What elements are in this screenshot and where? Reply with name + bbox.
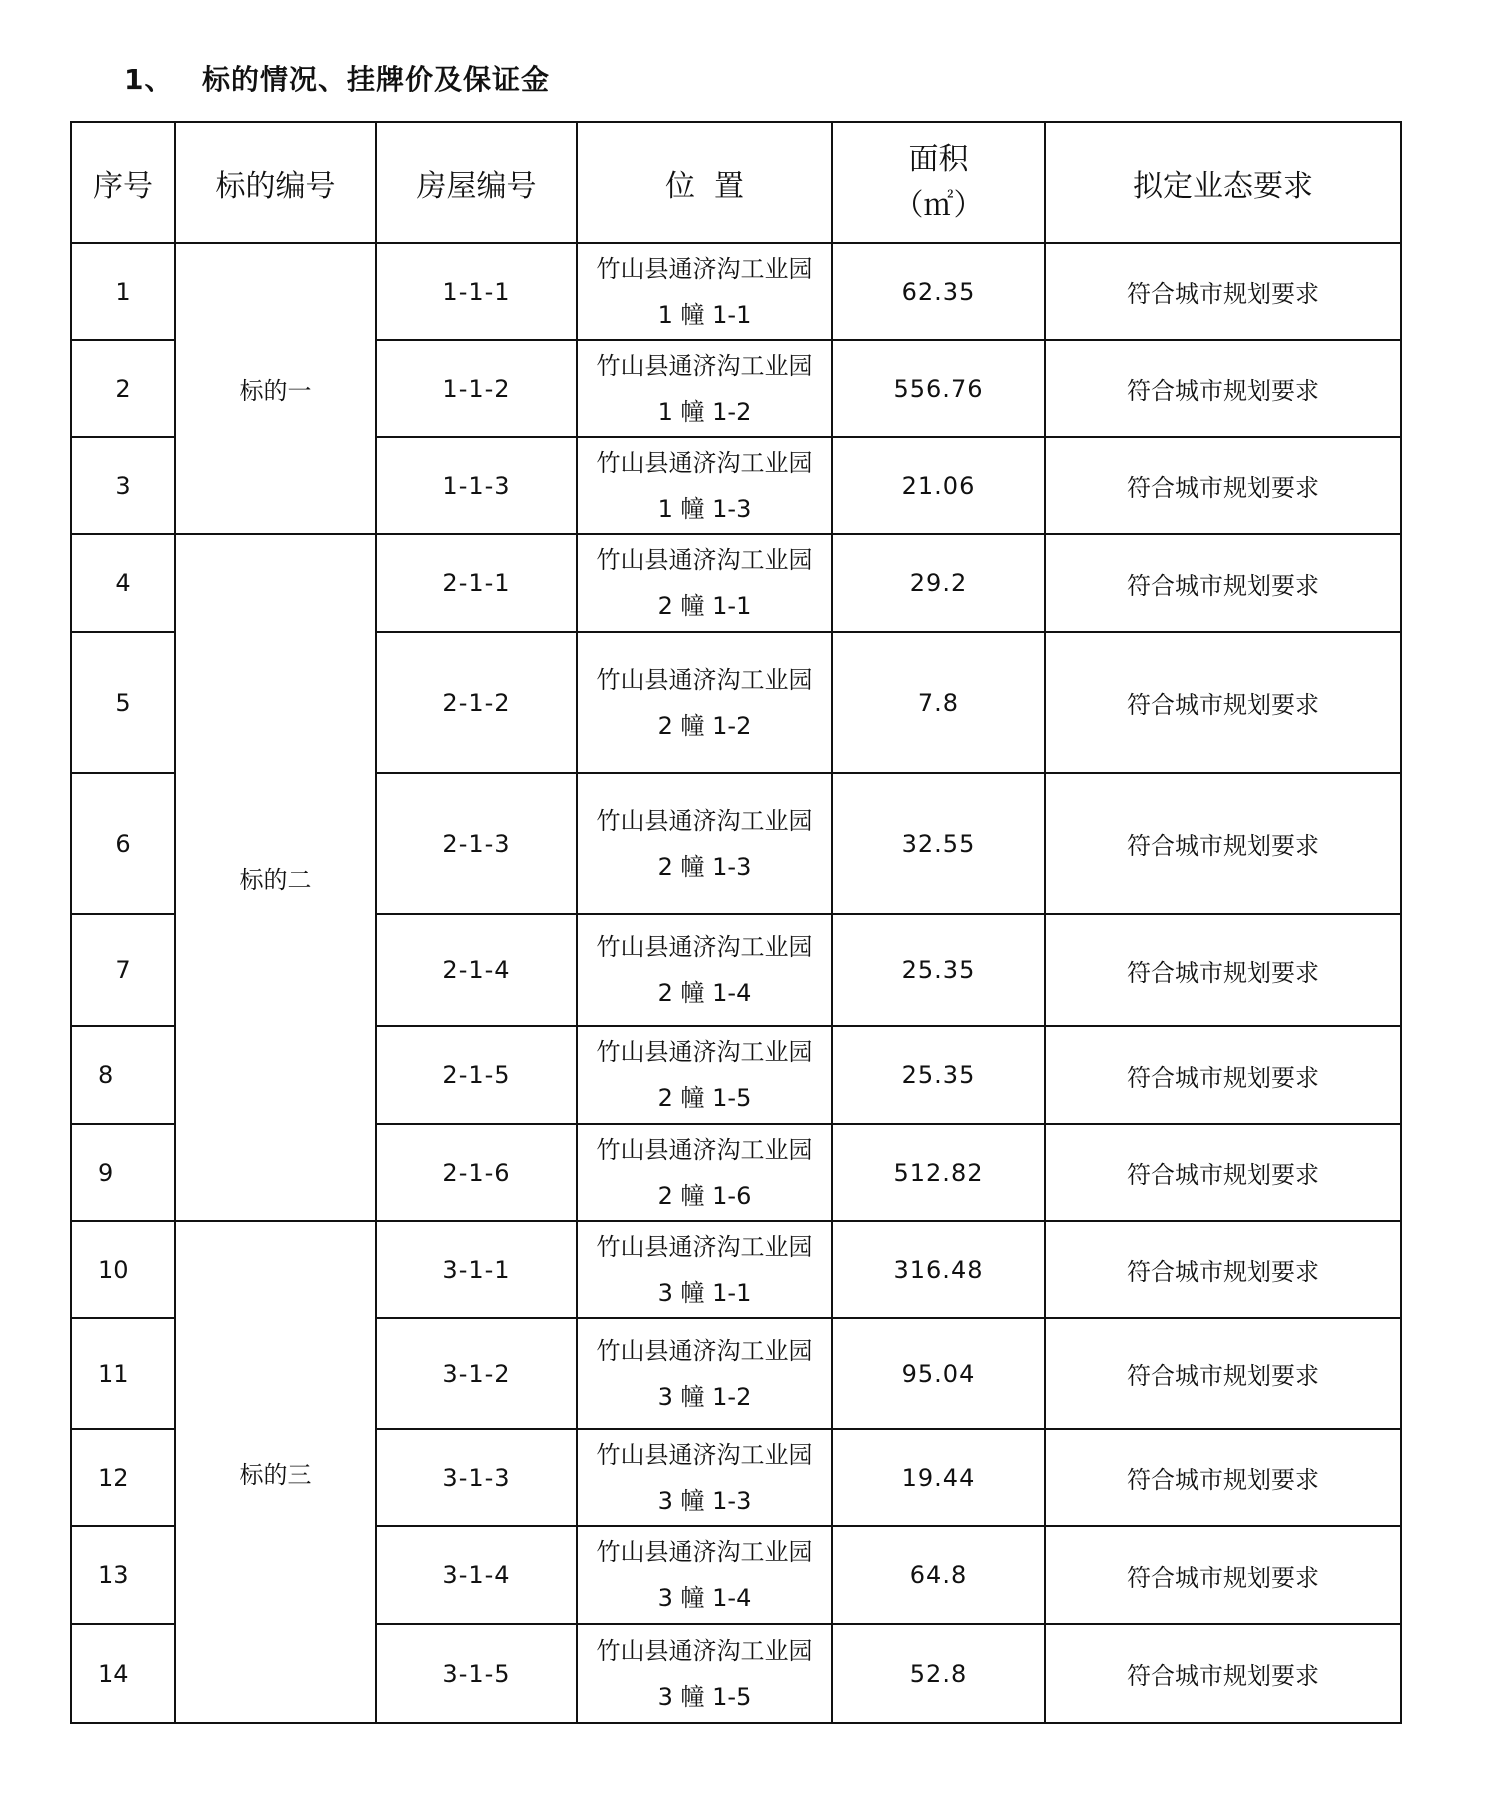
cell-room: 1-1-3 [376,437,577,534]
cell-location [577,1624,832,1723]
cell-room: 2-1-2 [376,632,577,773]
header-location: 位 置 [577,122,832,243]
header-lot: 标的编号 [175,122,376,243]
location-line-2: 3 幢 1-3 [657,1486,752,1515]
cell-room: 1-1-2 [376,340,577,437]
cell-area: 62.35 [832,243,1045,340]
cell-area: 316.48 [832,1221,1045,1318]
cell-lot: 标的三 [175,1221,376,1723]
cell-room: 2-1-6 [376,1124,577,1221]
location-line-1: 竹山县通济沟工业园 [596,665,813,694]
cell-area: 556.76 [832,340,1045,437]
location-line-1: 竹山县通济沟工业园 [596,1135,813,1164]
location-line-1: 竹山县通济沟工业园 [596,1336,813,1365]
cell-use: 符合城市规划要求 [1045,632,1401,773]
cell-use: 符合城市规划要求 [1045,437,1401,534]
location-line-1: 竹山县通济沟工业园 [596,806,813,835]
cell-room: 3-1-1 [376,1221,577,1318]
cell-seq: 8 [71,1026,175,1124]
location-line-2: 1 幢 1-2 [657,397,752,426]
cell-area: 512.82 [832,1124,1045,1221]
location-line-2: 2 幢 1-2 [657,711,752,740]
cell-room: 2-1-5 [376,1026,577,1124]
location-line-1: 竹山县通济沟工业园 [596,1440,813,1469]
cell-seq: 5 [71,632,175,773]
cell-area: 64.8 [832,1526,1045,1624]
cell-lot: 标的一 [175,243,376,534]
cell-location [577,1318,832,1429]
cell-area: 32.55 [832,773,1045,914]
location-line-1: 竹山县通济沟工业园 [596,1038,813,1066]
cell-use: 符合城市规划要求 [1045,773,1401,914]
cell-seq: 6 [71,773,175,914]
location-line-1: 竹山县通济沟工业园 [596,254,813,283]
cell-use: 符合城市规划要求 [1045,914,1401,1026]
table-row [71,243,1401,340]
cell-location [577,1526,832,1624]
location-line-1: 竹山县通济沟工业园 [596,933,813,961]
header-area-unit: （㎡） [893,187,984,223]
cell-seq: 2 [71,340,175,437]
location-line-1: 竹山县通济沟工业园 [596,351,813,380]
table-row [71,1221,1401,1318]
location-line-2: 2 幢 1-3 [657,852,752,881]
cell-location [577,534,832,632]
cell-area: 95.04 [832,1318,1045,1429]
cell-use: 符合城市规划要求 [1045,1526,1401,1624]
cell-room: 2-1-1 [376,534,577,632]
cell-use: 符合城市规划要求 [1045,1221,1401,1318]
cell-use: 符合城市规划要求 [1045,1429,1401,1526]
cell-room: 1-1-1 [376,243,577,340]
cell-use: 符合城市规划要求 [1045,534,1401,632]
location-line-2: 3 幢 1-1 [657,1278,752,1307]
location-line-2: 2 幢 1-4 [657,979,752,1007]
cell-seq: 12 [71,1429,175,1526]
cell-area: 52.8 [832,1624,1045,1723]
cell-location [577,1429,832,1526]
location-line-2: 1 幢 1-3 [657,494,752,523]
cell-room: 3-1-5 [376,1624,577,1723]
cell-location [577,1221,832,1318]
cell-lot: 标的二 [175,534,376,1221]
header-area-label: 面积 [908,141,969,177]
cell-use: 符合城市规划要求 [1045,1026,1401,1124]
cell-seq: 11 [71,1318,175,1429]
cell-room: 2-1-3 [376,773,577,914]
header-use: 拟定业态要求 [1045,122,1401,243]
cell-location [577,773,832,914]
cell-use: 符合城市规划要求 [1045,243,1401,340]
cell-area: 7.8 [832,632,1045,773]
cell-area: 25.35 [832,1026,1045,1124]
cell-area: 25.35 [832,914,1045,1026]
cell-seq: 9 [71,1124,175,1221]
header-row [71,122,1401,243]
location-line-2: 2 幢 1-6 [657,1181,752,1210]
cell-area: 19.44 [832,1429,1045,1526]
cell-seq: 1 [71,243,175,340]
cell-area: 29.2 [832,534,1045,632]
cell-room: 3-1-2 [376,1318,577,1429]
section-title: 标的情况、挂牌价及保证金 [202,63,551,96]
location-line-2: 2 幢 1-1 [657,592,752,620]
location-line-1: 竹山县通济沟工业园 [596,1232,813,1261]
location-line-2: 3 幢 1-4 [657,1584,752,1612]
cell-location [577,1026,832,1124]
location-line-1: 竹山县通济沟工业园 [596,448,813,477]
table-row [71,534,1401,632]
cell-use: 符合城市规划要求 [1045,1318,1401,1429]
lot-table [70,121,1402,1724]
cell-location [577,1124,832,1221]
cell-room: 3-1-3 [376,1429,577,1526]
cell-location [577,437,832,534]
location-line-2: 1 幢 1-1 [657,300,752,329]
cell-seq: 14 [71,1624,175,1723]
cell-location [577,632,832,773]
location-line-2: 3 幢 1-5 [657,1682,752,1711]
section-heading [124,58,550,98]
cell-location [577,243,832,340]
cell-seq: 4 [71,534,175,632]
cell-seq: 13 [71,1526,175,1624]
cell-seq: 7 [71,914,175,1026]
cell-use: 符合城市规划要求 [1045,340,1401,437]
location-line-2: 3 幢 1-2 [657,1382,752,1411]
location-line-1: 竹山县通济沟工业园 [596,1538,813,1566]
cell-use: 符合城市规划要求 [1045,1624,1401,1723]
location-line-2: 2 幢 1-5 [657,1084,752,1112]
location-line-1: 竹山县通济沟工业园 [596,546,813,574]
cell-location [577,914,832,1026]
cell-area: 21.06 [832,437,1045,534]
location-line-1: 竹山县通济沟工业园 [596,1636,813,1665]
cell-location [577,340,832,437]
header-area [832,122,1045,243]
header-room: 房屋编号 [376,122,577,243]
cell-use: 符合城市规划要求 [1045,1124,1401,1221]
section-number: 1、 [124,63,174,96]
header-seq: 序号 [71,122,175,243]
cell-seq: 10 [71,1221,175,1318]
cell-room: 3-1-4 [376,1526,577,1624]
cell-seq: 3 [71,437,175,534]
cell-room: 2-1-4 [376,914,577,1026]
